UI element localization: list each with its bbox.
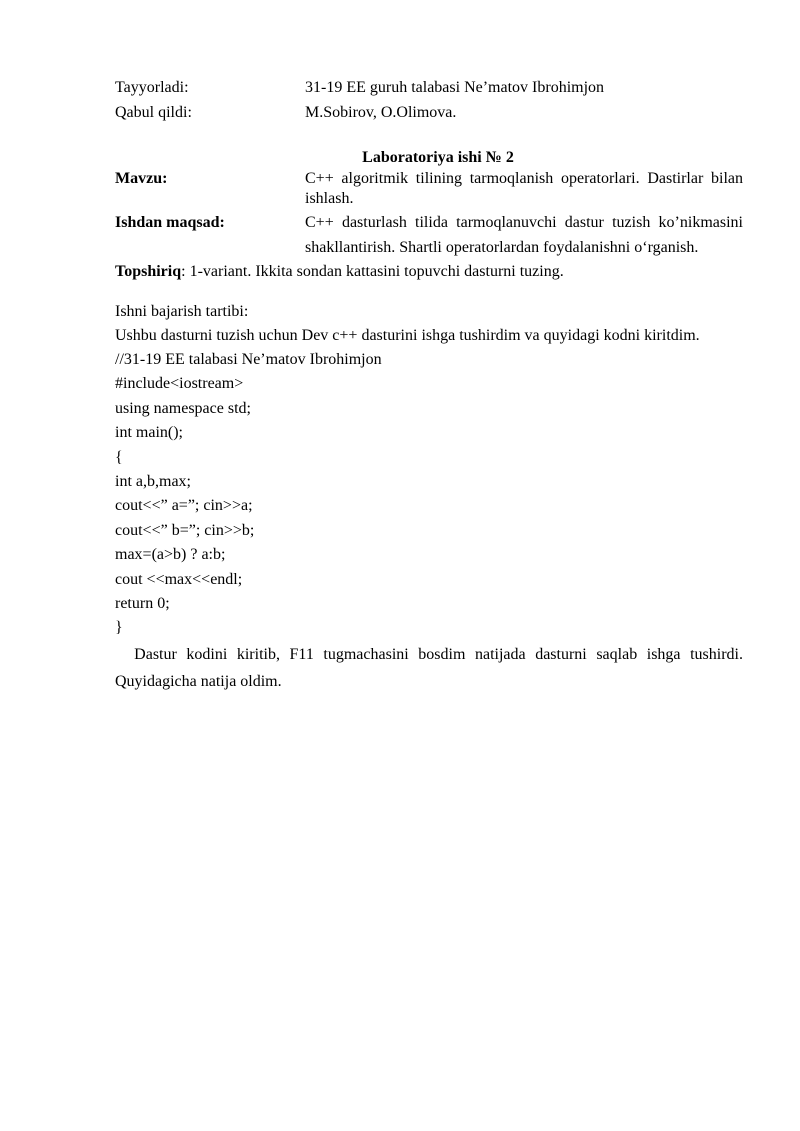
- topic-row: [115, 169, 743, 209]
- goal-row: [115, 210, 743, 260]
- prepared-row: [115, 77, 743, 99]
- task-label: Topshiriq: [115, 263, 182, 280]
- code-line: using namespace std;: [115, 399, 251, 417]
- code-line: #include<iostream>: [115, 375, 244, 393]
- code-line: int main();: [115, 424, 183, 442]
- code-line: return 0;: [115, 594, 170, 612]
- prepared-label: Tayyorladi:: [115, 79, 189, 96]
- document-page: [115, 77, 748, 695]
- code-block: [115, 348, 743, 641]
- topic-label: Mavzu:: [115, 170, 168, 187]
- code-line: {: [115, 448, 123, 466]
- task-paragraph: [115, 261, 743, 283]
- conclusion-paragraph: Dastur kodini kiritib, F11 tugmachasini bosdim natijada dasturni saqlab ishga tushirdi. Quyidagicha natija oldim.: [115, 645, 748, 690]
- lab-title: Laboratoriya ishi № 2: [362, 149, 514, 166]
- accepted-row: [115, 102, 743, 124]
- accepted-value: M.Sobirov, O.Olimova.: [305, 104, 457, 121]
- procedure-intro: Ushbu dasturni tuzish uchun Dev c++ dasturini ishga tushirdim va quyidagi kodni kiritdim.: [115, 327, 700, 344]
- procedure-heading: Ishni bajarish tartibi:: [115, 303, 249, 320]
- accepted-label: Qabul qildi:: [115, 104, 192, 121]
- code-line: cout<<” a=”; cin>>a;: [115, 497, 253, 515]
- topic-value: C++ algoritmik tilining tarmoqlanish operatorlari. Dastirlar bilan ishlash.: [305, 170, 743, 207]
- code-line: max=(a>b) ? a:b;: [115, 546, 226, 564]
- goal-label: Ishdan maqsad:: [115, 214, 225, 231]
- goal-value: C++ dasturlash tilida tarmoqlanuvchi dastur tuzish ko’nikmasini shakllantirish. Shartli operatorlardan foydalanishni o‘rganish.: [305, 214, 743, 256]
- prepared-value: 31-19 EE guruh talabasi Ne’matov Ibrohimjon: [305, 79, 605, 96]
- code-line: int a,b,max;: [115, 472, 191, 490]
- code-line: cout<<” b=”; cin>>b;: [115, 521, 255, 539]
- code-line: //31-19 EE talabasi Ne’matov Ibrohimjon: [115, 351, 382, 368]
- code-line: }: [115, 619, 123, 637]
- code-line: cout <<max<<endl;: [115, 570, 243, 588]
- task-value: : 1-variant. Ikkita sondan kattasini topuvchi dasturni tuzing.: [181, 263, 564, 280]
